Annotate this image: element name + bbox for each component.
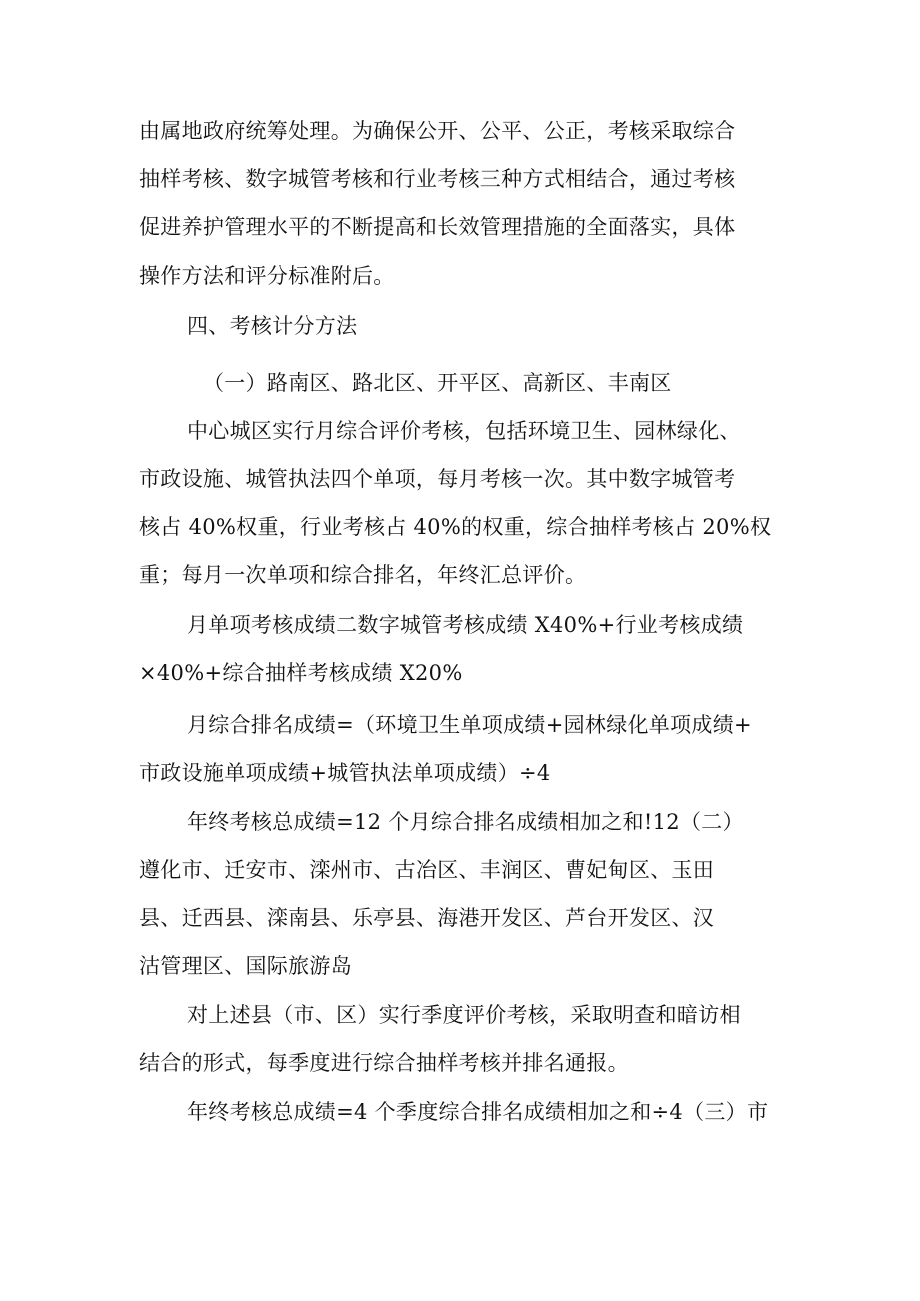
text-line-1: 由属地政府统筹处理。为确保公开、公平、公正，考核采取综合 [139, 119, 736, 143]
text-line-4: 操作方法和评分标准附后。 [139, 264, 395, 288]
text-line-3: 促进养护管理水平的不断提高和长效管理措施的全面落实，具体 [139, 215, 736, 239]
text-line-19: 对上述县（市、区）实行季度评价考核，采取明查和暗访相 [187, 1003, 741, 1027]
formula-line-2: ×40%+综合抽样考核成绩 X20% [139, 661, 463, 685]
formula-line-5: 年终考核总成绩=12 个月综合排名成绩相加之和!12（二） [187, 810, 744, 834]
text-line-16: 遵化市、迁安市、滦州市、古冶区、丰润区、曹妃甸区、玉田 [139, 858, 715, 882]
text-line-20: 结合的形式，每季度进行综合抽样考核并排名通报。 [139, 1051, 629, 1075]
formula-line-3: 月综合排名成绩=（环境卫生单项成绩+园林绿化单项成绩+ [187, 713, 752, 737]
formula-line-1: 月单项考核成绩二数字城管考核成绩 X40%+行业考核成绩 [187, 613, 744, 637]
formula-line-6: 年终考核总成绩=4 个季度综合排名成绩相加之和÷4（三）市 [187, 1100, 769, 1124]
section-heading: 四、考核计分方法 [187, 314, 358, 338]
text-line-18: 沽管理区、国际旅游岛 [139, 954, 352, 978]
text-line-7: 中心城区实行月综合评价考核，包括环境卫生、园林绿化、 [187, 419, 741, 443]
formula-line-4: 市政设施单项成绩+城管执法单项成绩）÷4 [139, 761, 551, 785]
text-line-2: 抽样考核、数字城管考核和行业考核三种方式相结合，通过考核 [139, 167, 736, 191]
subsection-heading-1: （一）路南区、路北区、开平区、高新区、丰南区 [203, 371, 672, 395]
text-line-17: 县、迁西县、滦南县、乐亭县、海港开发区、芦台开发区、汉 [139, 906, 715, 930]
text-line-10: 重；每月一次单项和综合排名，年终汇总评价。 [139, 563, 587, 587]
text-line-8: 市政设施、城管执法四个单项，每月考核一次。其中数字城管考 [139, 467, 736, 491]
text-line-9: 核占 40%权重，行业考核占 40%的权重，综合抽样考核占 20%权 [139, 515, 772, 539]
